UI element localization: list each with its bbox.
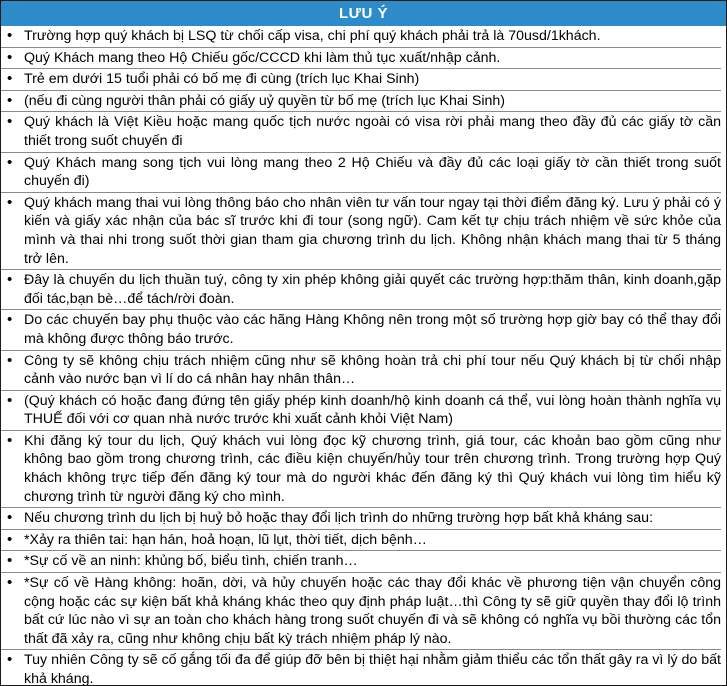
notice-item-3: • Trẻ em dưới 15 tuổi phải có bố mẹ đi cùng (trích lục Khai Sinh) — [1, 68, 721, 90]
notice-item-10: • Công ty sẽ không chịu trách nhiệm cũng như sẽ không hoàn trả chi phí tour nếu Quý khách bị từ chối nhập cảnh vào nước bạn vì lí do cá nhân hay nhân thân… — [1, 350, 721, 390]
notice-item-7: • Quý khách mang thai vui lòng thông báo cho nhân viên tư vấn tour ngay tại thời điểm đăng ký. Lưu ý phải có ý kiến và giấy xác nhận của bác sĩ trước khi đi tour (song ngữ). Cam kết tự chịu trách nhiệm về sức khỏe của mình và thai nhi trong suốt thời gian tham gia chương trình du lịch. Không nhận khách mang thai từ 5 tháng trở lên. — [1, 192, 721, 269]
notice-item-14: • *Xảy ra thiên tai: hạn hán, hoả hoạn, lũ lụt, thời tiết, dịch bệnh… — [1, 529, 721, 551]
notice-item-8: • Đây là chuyến du lịch thuần tuý, công ty xin phép không giải quyết các trường hợp:thăm thân, kinh doanh,gặp đối tác,bạn bè…để tách/rời đoàn. — [1, 269, 721, 309]
notice-item-15: • *Sự cố về an ninh: khủng bố, biểu tình, chiến tranh… — [1, 550, 721, 572]
notice-item-1: • Trường hợp quý khách bị LSQ từ chối cấp visa, chi phí quý khách phải trả là 70usd/1khách. — [1, 26, 721, 47]
notice-item-16: • *Sự cố về Hàng không: hoãn, dời, và hủy chuyến hoặc các thay đổi khác về phương tiện vận chuyển công cộng hoặc các sự kiện bất khả kháng khác theo quy định pháp luật…thì Công ty sẽ giữ quyền thay đổi lộ trình bất cứ lúc nào vì sự an toàn cho khách hàng trong suốt chuyến đi và sẽ không có nghĩa vụ bồi thường các tổn thất đã xảy ra, cũng như không chịu bất kỳ trách nhiệm pháp lý nào. — [1, 572, 721, 649]
notice-item-13: • Nếu chương trình du lịch bị huỷ bỏ hoặc thay đổi lịch trình do những trường hợp bất khả kháng sau: — [1, 507, 721, 529]
notice-list — [1, 26, 726, 686]
notice-item-2: • Quý Khách mang theo Hộ Chiếu gốc/CCCD khi làm thủ tục xuất/nhập cảnh. — [1, 47, 721, 69]
notice-item-5: • Quý khách là Việt Kiều hoặc mang quốc tịch nước ngoài có visa rời phải mang theo đầy đủ các giấy tờ cần thiết trong suốt chuyến đi — [1, 111, 721, 151]
notice-item-6: • Quý Khách mang song tịch vui lòng mang theo 2 Hộ Chiếu và đầy đủ các loại giấy tờ cần thiết trong suốt chuyến đi) — [1, 152, 721, 192]
notice-item-9: • Do các chuyến bay phụ thuộc vào các hãng Hàng Không nên trong một số trường hợp giờ bay có thể thay đổi mà không được thông báo trước. — [1, 309, 721, 349]
notice-item-4: • (nếu đi cùng người thân phải có giấy uỷ quyền từ bố mẹ (trích lục Khai Sinh) — [1, 90, 721, 112]
notice-item-12: • Khi đăng ký tour du lịch, Quý khách vui lòng đọc kỹ chương trình, giá tour, các khoản bao gồm cũng như không bao gồm trong chương trình, các điều kiện chuyến/hủy tour trên chương trình. Trong trường hợp Quý khách không trực tiếp đến đăng ký tour mà do người khác đến đăng ký thì Quý khách vui lòng tìm hiểu kỹ chương trình từ người đăng ký cho mình. — [1, 430, 721, 507]
notice-header: LƯU Ý — [1, 1, 726, 26]
notice-item-11: • (Quý khách có hoặc đang đứng tên giấy phép kinh doanh/hộ kinh doanh cá thể, vui lòng hoàn thành nghĩa vụ THUẾ đối với cơ quan nhà nước trước khi xuất cảnh khỏi Việt Nam) — [1, 390, 721, 430]
notice-item-17: • Tuy nhiên Công ty sẽ cố gắng tối đa để giúp đỡ bên bị thiệt hại nhằm giảm thiểu các tổn thất gây ra vì lý do bất khả kháng. — [1, 649, 721, 686]
